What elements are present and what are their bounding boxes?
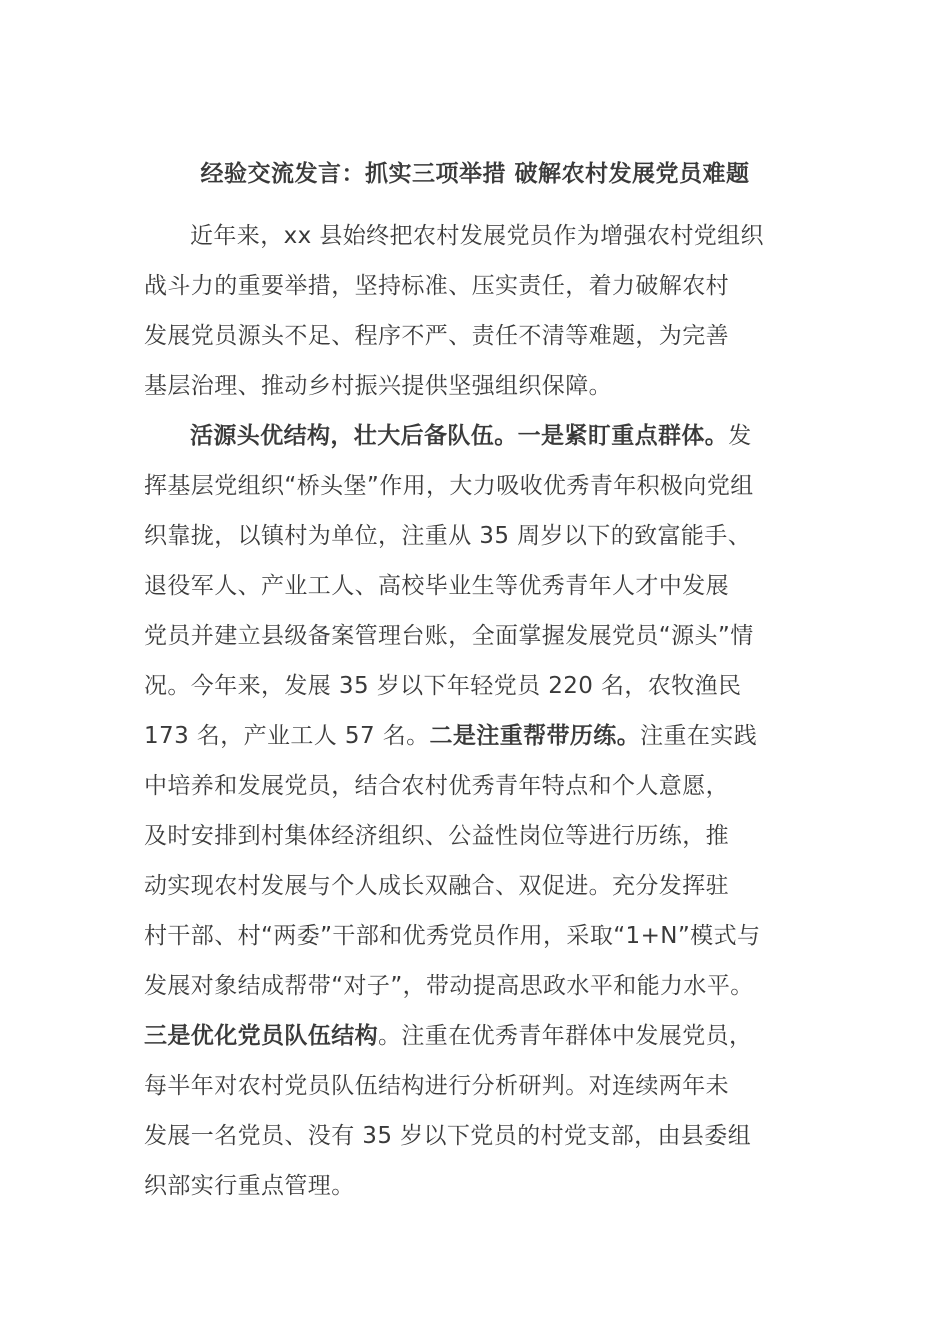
paragraph-line: 及时安排到村集体经济组织、公益性岗位等进行历练，推: [144, 823, 729, 849]
paragraph-line: 退役军人、产业工人、高校毕业生等优秀青年人才中发展: [144, 573, 729, 599]
section-paragraph: [144, 411, 834, 1211]
paragraph-line: 动实现农村发展与个人成长双融合、双促进。充分发挥驻: [144, 873, 729, 899]
paragraph-text: 注重在实践: [640, 723, 758, 749]
paragraph-line: 战斗力的重要举措，坚持标准、压实责任，着力破解农村: [144, 273, 729, 299]
paragraph-line: [144, 411, 834, 461]
document-title: 经验交流发言：抓实三项举措 破解农村发展党员难题: [200, 161, 750, 187]
section-heading: 活源头优结构，壮大后备队伍。一是紧盯重点群体。: [190, 423, 729, 449]
paragraph-line: 中培养和发展党员，结合农村优秀青年特点和个人意愿，: [144, 773, 729, 799]
paragraph-line: 党员并建立县级备案管理台账，全面掌握发展党员“源头”情: [144, 623, 754, 649]
paragraph-line: 织部实行重点管理。: [144, 1173, 355, 1199]
paragraph-line: 村干部、村“两委”干部和优秀党员作用，采取“1+N”模式与: [144, 923, 761, 949]
subsection-heading: 二是注重帮带历练。: [429, 723, 641, 749]
paragraph-line: 发展一名党员、没有 35 岁以下党员的村党支部，由县委组: [144, 1123, 752, 1149]
paragraph-text: 173 名，产业工人 57 名。: [144, 723, 430, 749]
paragraph-line: 每半年对农村党员队伍结构进行分析研判。对连续两年未: [144, 1073, 729, 1099]
paragraph-line: 发展对象结成帮带“对子”，带动提高思政水平和能力水平。: [144, 973, 754, 999]
paragraph-text: 。注重在优秀青年群体中发展党员，: [378, 1023, 753, 1049]
paragraph-line: [144, 711, 834, 761]
intro-paragraph: [144, 211, 834, 411]
paragraph-line: 基层治理、推动乡村振兴提供坚强组织保障。: [144, 373, 612, 399]
paragraph-line: 发展党员源头不足、程序不严、责任不清等难题，为完善: [144, 323, 729, 349]
paragraph-line: 况。今年来，发展 35 岁以下年轻党员 220 名，农牧渔民: [144, 673, 742, 699]
paragraph-line: 近年来，xx 县始终把农村发展党员作为增强农村党组织: [190, 223, 764, 249]
paragraph-line: 织靠拢，以镇村为单位，注重从 35 周岁以下的致富能手、: [144, 523, 752, 549]
subsection-heading: 三是优化党员队伍结构: [144, 1023, 378, 1049]
paragraph-line: [144, 1011, 834, 1061]
paragraph-text: 发: [728, 423, 752, 449]
paragraph-line: 挥基层党组织“桥头堡”作用，大力吸收优秀青年积极向党组: [144, 473, 754, 499]
